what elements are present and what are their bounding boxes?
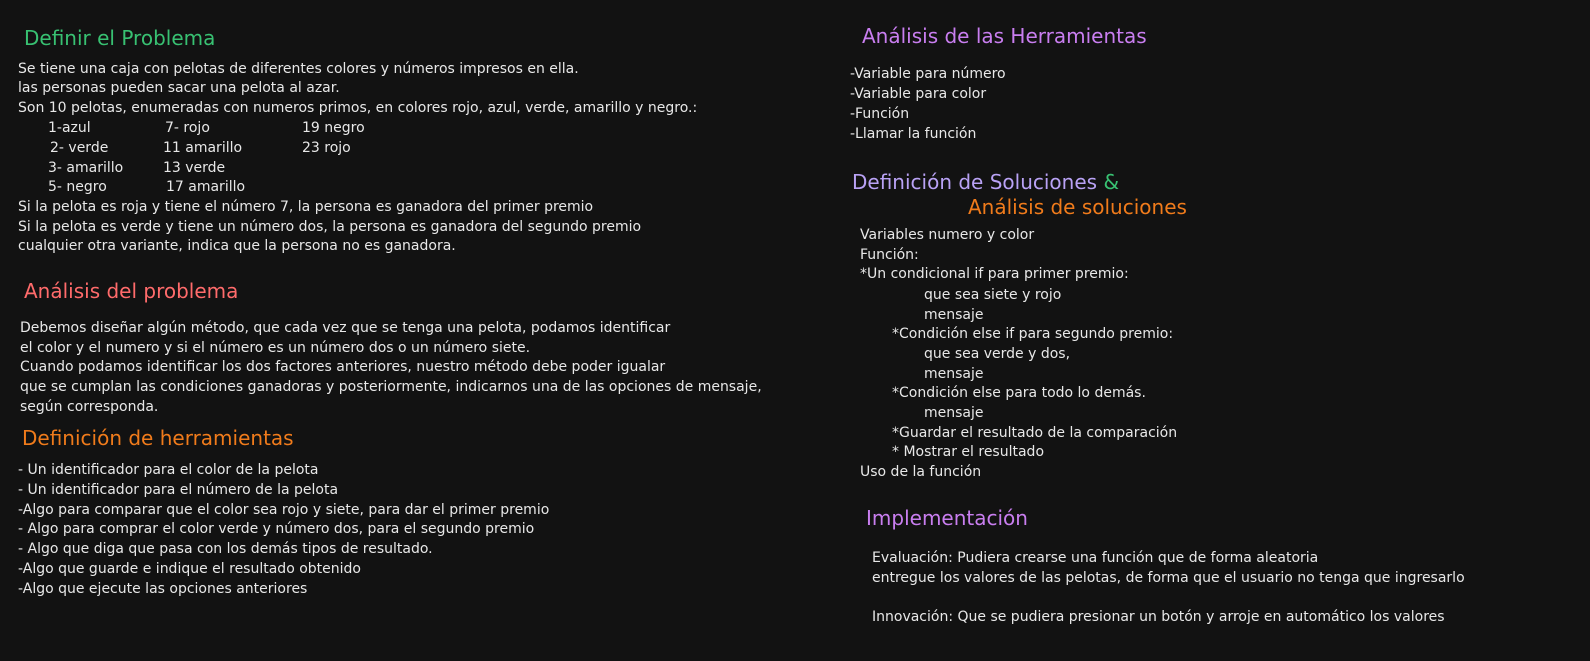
herramienta-line: -Algo que ejecute las opciones anteriores — [18, 581, 308, 597]
ball-item: 11 amarillo — [163, 140, 243, 156]
analisis-soluciones-heading: Análisis de soluciones — [968, 195, 1187, 219]
rule-line: Si la pelota es verde y tiene un número dos, la persona es ganadora del segundo premio — [18, 219, 642, 235]
herramienta-line: -Algo para comparar que el color sea rojo y siete, para dar el primer premio — [18, 502, 550, 518]
definir-problema-heading: Definir el Problema — [24, 26, 216, 50]
ball-item: 13 verde — [163, 160, 226, 176]
solucion-line: Uso de la función — [860, 464, 982, 480]
herramienta-line: - Algo que diga que pasa con los demás tipos de resultado. — [18, 541, 433, 557]
ball-item: 5- negro — [48, 179, 107, 195]
solucion-line: mensaje — [924, 307, 984, 323]
analisis-line: el color y el numero y si el número es un número dos o un número siete. — [20, 340, 531, 356]
analisis-line: que se cumplan las condiciones ganadoras y posteriormente, indicarnos una de las opciones de mensaje, — [20, 379, 762, 395]
solucion-line: Variables numero y color — [860, 227, 1035, 243]
evaluacion-line: entregue los valores de las pelotas, de forma que el usuario no tenga que ingresarlo — [872, 570, 1465, 586]
ball-item: 1-azul — [48, 120, 91, 136]
herramienta-line: - Un identificador para el color de la pelota — [18, 462, 319, 478]
soluciones-title-part1: Definición de Soluciones — [852, 170, 1098, 194]
ball-item: 2- verde — [50, 140, 109, 156]
definir-line: las personas pueden sacar una pelota al azar. — [18, 80, 340, 96]
ball-item: 23 rojo — [302, 140, 351, 156]
herramienta-line: -Algo que guarde e indique el resultado obtenido — [18, 561, 361, 577]
solucion-line: *Condición else if para segundo premio: — [892, 326, 1174, 342]
solucion-line: que sea siete y rojo — [924, 287, 1062, 303]
solucion-line: *Condición else para todo lo demás. — [892, 385, 1146, 401]
rule-line: cualquier otra variante, indica que la persona no es ganadora. — [18, 238, 456, 254]
definir-line: Son 10 pelotas, enumeradas con numeros primos, en colores rojo, azul, verde, amarillo y negro.: — [18, 100, 698, 116]
ball-item: 19 negro — [302, 120, 365, 136]
analisis-line: Debemos diseñar algún método, que cada vez que se tenga una pelota, podamos identificar — [20, 320, 671, 336]
solucion-line: *Guardar el resultado de la comparación — [892, 425, 1178, 441]
solucion-line: mensaje — [924, 405, 984, 421]
analisis-herramienta-line: -Variable para color — [850, 86, 987, 102]
definir-line: Se tiene una caja con pelotas de diferentes colores y números impresos en ella. — [18, 61, 579, 77]
rule-line: Si la pelota es roja y tiene el número 7, la persona es ganadora del primer premio — [18, 199, 594, 215]
analisis-herramientas-heading: Análisis de las Herramientas — [862, 24, 1147, 48]
analisis-herramienta-line: -Llamar la función — [850, 126, 977, 142]
analisis-herramienta-line: -Variable para número — [850, 66, 1006, 82]
analisis-herramienta-line: -Función — [850, 106, 910, 122]
solucion-line: mensaje — [924, 366, 984, 382]
soluciones-heading — [852, 170, 1119, 194]
def-herramientas-heading: Definición de herramientas — [22, 426, 294, 450]
herramienta-line: - Algo para comprar el color verde y número dos, para el segundo premio — [18, 521, 535, 537]
herramienta-line: - Un identificador para el número de la pelota — [18, 482, 339, 498]
analisis-problema-heading: Análisis del problema — [24, 279, 239, 303]
analisis-line: Cuando podamos identificar los dos factores anteriores, nuestro método debe poder igualar — [20, 359, 666, 375]
ampersand: & — [1103, 170, 1120, 194]
innovacion-line: Innovación: Que se pudiera presionar un botón y arroje en automático los valores — [872, 609, 1445, 625]
solucion-line: que sea verde y dos, — [924, 346, 1071, 362]
evaluacion-line: Evaluación: Pudiera crearse una función que de forma aleatoria — [872, 550, 1319, 566]
solucion-line: Función: — [860, 247, 919, 263]
analisis-line: según corresponda. — [20, 399, 159, 415]
solucion-line: *Un condicional if para primer premio: — [860, 266, 1129, 282]
ball-item: 7- rojo — [165, 120, 210, 136]
ball-item: 17 amarillo — [166, 179, 246, 195]
implementacion-heading: Implementación — [866, 506, 1028, 530]
solucion-line: * Mostrar el resultado — [892, 444, 1045, 460]
ball-item: 3- amarillo — [48, 160, 124, 176]
